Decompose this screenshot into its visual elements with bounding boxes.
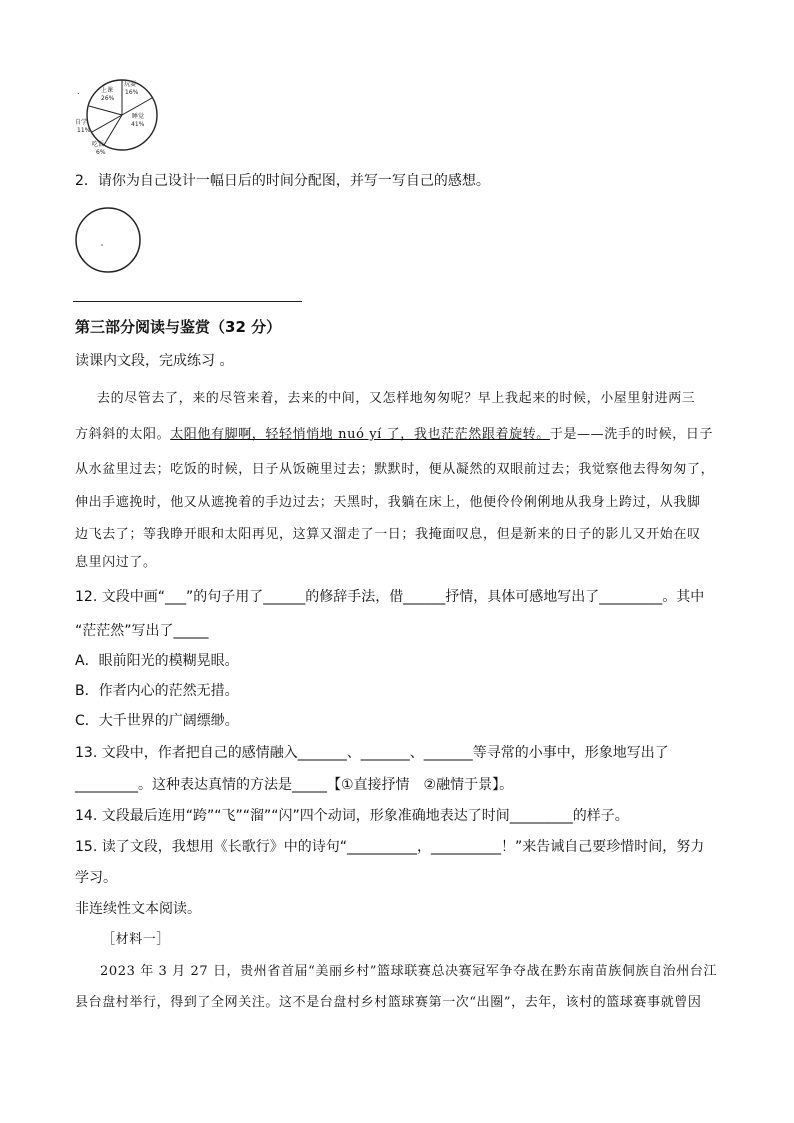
pie-slice-label: 睡觉 — [132, 113, 145, 120]
pie-slice-value: 26% — [101, 95, 115, 102]
reading-instruction: 读课内文段，完成练习 。 — [75, 353, 234, 369]
svg-text:.: . — [77, 87, 80, 96]
question-14: 14. 文段最后连用“跨”“飞”“溜”“闪”四个动词，形象准确地表达了时间_________的样子。 — [75, 808, 629, 824]
passage-line: 息里闪过了。 — [75, 555, 157, 570]
passage-line: 从水盆里过去；吃饭的时候，日子从饭碗里过去；默默时，便从凝然的双眼前过去；我觉察他去得匆匆了， — [75, 462, 715, 477]
question-12: 12. 文段中画“___”的句子用了______的修辞手法，借______抒情，具体可感地写出了_________。其中 — [75, 589, 705, 605]
question-13: 13. 文段中，作者把自己的感情融入_______、_______、_______等寻常的小事中，形象地写出了 — [75, 745, 669, 761]
pie-slice-value: 16% — [125, 89, 139, 96]
question-12-cont: “茫茫然”写出了_____ — [75, 623, 209, 639]
passage-line: 方斜斜的太阳。太阳他有脚啊，轻轻悄悄地 nuó yí 了，我也茫茫然跟着旋转。于是——洗手的时候，日子 — [75, 427, 714, 442]
pie-slice-label: 玩耍 — [124, 81, 137, 88]
pie-slice-value: 6% — [96, 149, 106, 156]
question-15-cont: 学习。 — [75, 870, 117, 886]
question-13-cont: _________。这种表达真情的方法是_____【①直接抒情 ②融情于景】。 — [75, 777, 514, 793]
noncontinuous-heading: 非连续性文本阅读。 — [75, 901, 201, 917]
blank-pie-circle[interactable] — [74, 205, 144, 275]
pie-slice-label: 自学 — [75, 119, 88, 126]
section-3-title: 第三部分阅读与鉴赏（32 分） — [75, 318, 282, 336]
time-allocation-pie-chart — [72, 74, 164, 162]
pie-slice-label: 上课 — [101, 87, 114, 94]
passage-line: 去的尽管去了，来的尽管来着，去来的中间，又怎样地匆匆呢？早上我起来的时候，小屋里射进两三 — [97, 391, 696, 406]
pie-divider — [92, 115, 122, 132]
underlined-sentence: 太阳他有脚啊，轻轻悄悄地 nuó yí 了，我也茫茫然跟着旋转。 — [170, 427, 550, 442]
pie-divider — [104, 115, 122, 145]
material-line: 县台盘村举行，得到了全网关注。这不是台盘村乡村篮球赛第一次“出圈”，去年，该村的篮球赛事就曾因 — [75, 995, 702, 1010]
section-divider — [73, 301, 302, 302]
pie-slice-value: 41% — [131, 121, 145, 128]
passage-line: 边飞去了；等我睁开眼和太阳再见，这算又溜走了一日；我掩面叹息，但是新来的日子的影儿又开始在叹 — [75, 527, 701, 542]
option-a[interactable]: A．眼前阳光的模糊晃眼。 — [75, 653, 239, 669]
material-line: 2023 年 3 月 27 日，贵州省首届“美丽乡村”篮球联赛总决赛冠军争夺战在黔东南苗族侗族自治州台江 — [100, 964, 718, 979]
question-15: 15. 读了文段，我想用《长歌行》中的诗句“__________，__________！”来告诫自己要珍惜时间，努力 — [75, 839, 705, 855]
question-2: 2．请你为自己设计一幅日后的时间分配图，并写一写自己的感想。 — [75, 173, 490, 189]
option-b[interactable]: B．作者内心的茫然无措。 — [75, 683, 239, 699]
material-1-label: ［材料一］ — [102, 932, 171, 947]
option-c[interactable]: C．大千世界的广阔缥缈。 — [75, 713, 239, 729]
passage-line: 伸出手遮挽时，他又从遮挽着的手边过去；天黑时，我躺在床上，他便伶伶俐俐地从我身上跨过，从我脚 — [75, 495, 701, 510]
pie-slice-value: 11% — [77, 127, 91, 134]
pie-slice-label: 吃饭 — [92, 141, 105, 148]
pie-divider — [89, 106, 122, 115]
